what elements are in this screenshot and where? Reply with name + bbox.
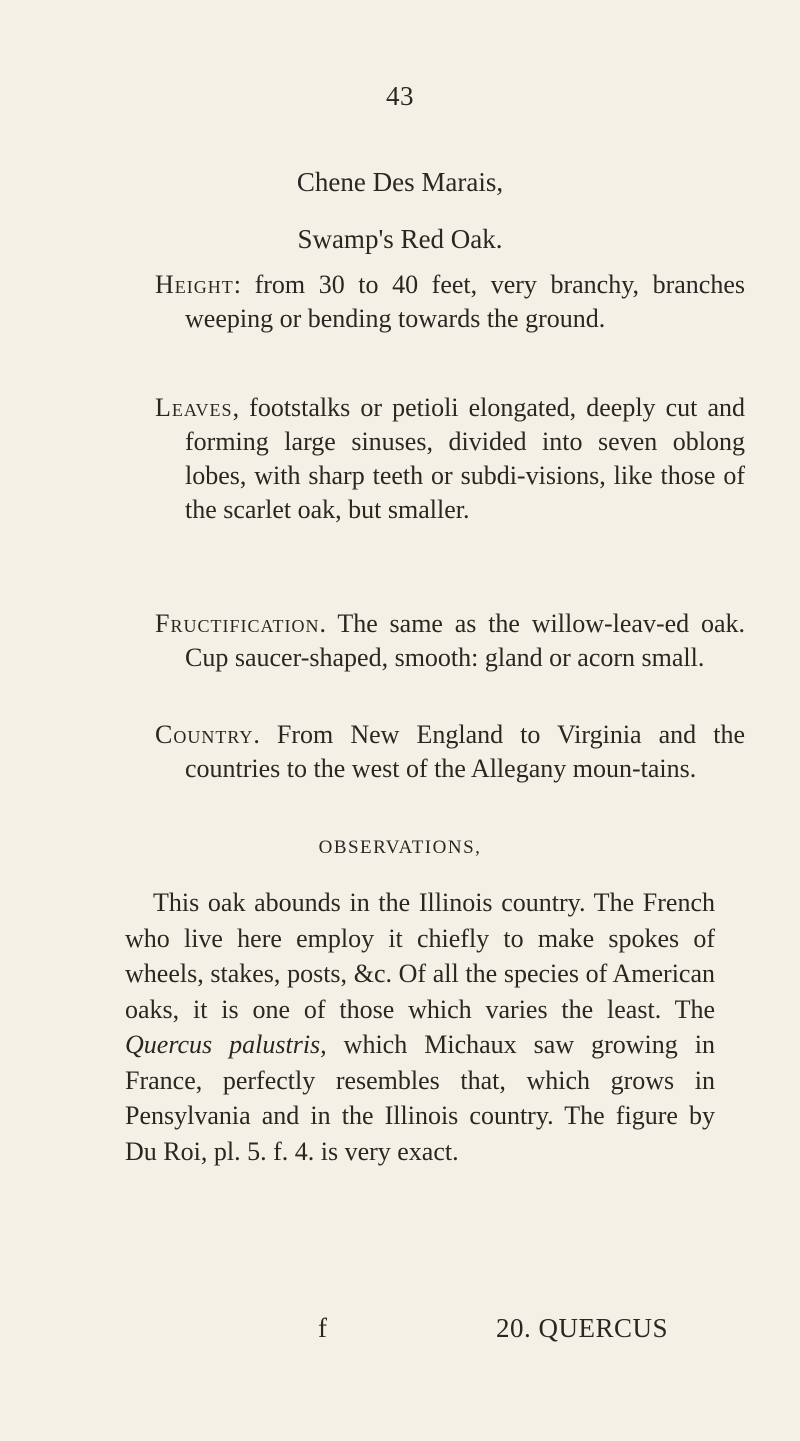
catchword: 20. QUERCUS <box>496 1313 669 1343</box>
leaves-text: footstalks or petioli elongated, deeply cut and forming large sinuses, divided into seven oblong lobes, with sharp teeth or subdi-visions, like those of the scarlet oak, but smaller. <box>185 393 746 524</box>
observations-text-after: which Michaux saw growing in France, perfectly resembles that, which grows in Pensylvania and in the Illinois country. The figure by Du Roi, pl. 5. f. 4. is very exact. <box>125 1030 716 1166</box>
fructification-entry <box>155 607 745 675</box>
fructification-label: Fructification <box>155 609 320 638</box>
signature-mark: f <box>318 1313 327 1343</box>
english-common-name: Swamp's Red Oak. <box>297 224 503 254</box>
country-text: From New England to Virginia and the countries to the west of the Allegany moun-tains. <box>185 720 745 783</box>
height-separator: : <box>233 270 255 299</box>
fructification-separator: . <box>319 609 338 638</box>
country-entry <box>155 718 745 786</box>
height-entry <box>155 268 745 336</box>
country-separator: . <box>253 720 277 749</box>
height-label: Height <box>155 270 234 299</box>
observations-paragraph <box>125 885 715 1169</box>
leaves-separator: , <box>232 393 250 422</box>
observations-text-before: This oak abounds in the Illinois country. The French who live here employ it chiefly to make spokes of wheels, stakes, posts, &c. Of all the species of American oaks, it is one of those which varies the least. The <box>125 888 715 1024</box>
height-text: from 30 to 40 feet, very branchy, branches weeping or bending towards the ground. <box>185 270 745 333</box>
fructification-text: The same as the willow-leav-ed oak. Cup saucer-shaped, smooth: gland or acorn small. <box>185 609 745 672</box>
leaves-entry <box>155 391 745 527</box>
leaves-label: Leaves <box>155 393 233 422</box>
species-name: Quercus palustris, <box>125 1030 327 1059</box>
observations-heading: OBSERVATIONS, <box>318 837 482 858</box>
french-common-name: Chene Des Marais, <box>296 167 504 197</box>
country-label: Country <box>155 720 254 749</box>
page-number: 43 <box>386 81 414 111</box>
